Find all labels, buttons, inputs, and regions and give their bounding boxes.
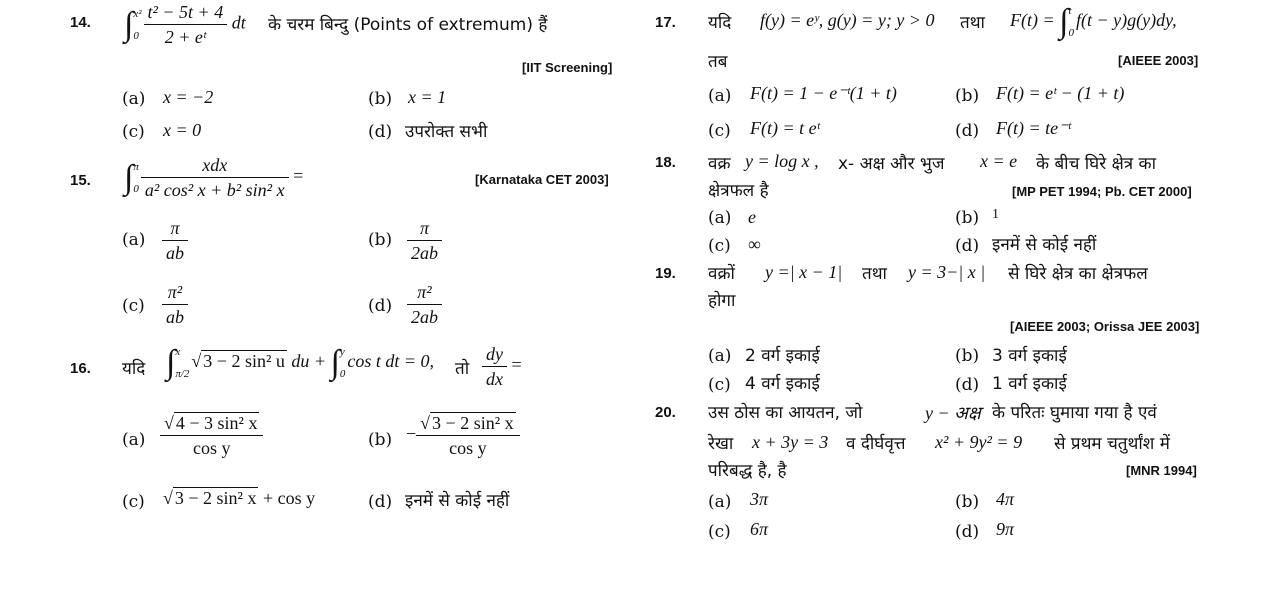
- option-text: 4π: [996, 489, 1015, 509]
- option-text: इनमें से कोई नहीं: [405, 491, 510, 511]
- option-label: (a): [122, 430, 146, 450]
- question-text: तब: [708, 52, 728, 72]
- q15-integral: ∫ π 0 $\frac{\text{xdx}}{\text{a² cos² x + b² sin² x}}$ =: [124, 155, 304, 200]
- option-text: 1 वर्ग इकाई: [992, 374, 1067, 394]
- option-label: (c): [122, 492, 145, 512]
- option-label: (d): [955, 236, 980, 256]
- option-text: x = 1: [408, 87, 447, 107]
- question-text: x- अक्ष और भुज: [838, 154, 945, 174]
- integral-limits: x² 0: [133, 7, 142, 42]
- option-label: (c): [708, 236, 731, 256]
- math-expression: y =| x − 1|: [765, 262, 843, 282]
- q17-integral: F(t) = ∫ t 0 f(t − y)g(y)dy,: [1010, 0, 1177, 44]
- question-number: 17.: [655, 14, 676, 31]
- option-fraction: $\frac{\pi}{ab}$: [162, 216, 188, 265]
- option-fraction: − $\frac{\text{√ 3 − 2 sin² x}}{\text{cos y}}$: [406, 411, 520, 460]
- option-fraction: $\frac{\text{π²}}{ab}$: [162, 280, 188, 329]
- option-label: (b): [368, 430, 393, 450]
- option-text: इनमें से कोई नहीं: [992, 235, 1097, 255]
- fraction: $\frac{\text{xdx}}{\text{a² cos² x + b² sin² x}}$: [141, 153, 289, 202]
- option-label: (d): [368, 296, 393, 316]
- question-text: तथा: [862, 264, 887, 284]
- option-text: 9π: [996, 519, 1015, 539]
- question-text: क्षेत्रफल है: [708, 181, 769, 201]
- exam-source: [MNR 1994]: [1126, 463, 1197, 478]
- math-expression: x² + 9y² = 9: [935, 432, 1023, 452]
- option-label: (d): [368, 122, 393, 142]
- q16-equation: ∫ x π/2 √ 3 − 2 sin² u du + ∫ y 0 cos t dt = 0,: [166, 341, 434, 385]
- option-label: (d): [955, 522, 980, 542]
- option-label: (b): [955, 492, 980, 512]
- option-label: (b): [955, 86, 980, 106]
- question-number: 20.: [655, 404, 676, 421]
- question-number: 18.: [655, 154, 676, 171]
- option-label: (c): [708, 375, 731, 395]
- exam-source: [AIEEE 2003; Orissa JEE 2003]: [1010, 319, 1200, 334]
- option-text: उपरोक्त सभी: [405, 122, 488, 142]
- option-label: (c): [708, 522, 731, 542]
- question-text: वक्र: [708, 154, 731, 174]
- question-text: के बीच घिरे क्षेत्र का: [1036, 154, 1157, 174]
- question-text: उस ठोस का आयतन, जो: [708, 403, 863, 423]
- question-text: यदि: [708, 13, 732, 33]
- question-text: के परितः घुमाया गया है एवं: [992, 403, 1157, 423]
- exam-source: [AIEEE 2003]: [1118, 53, 1199, 68]
- sqrt-symbol: √: [191, 351, 202, 372]
- option-label: (d): [368, 492, 393, 512]
- question-text: होगा: [708, 291, 736, 311]
- integral-sign: ∫: [166, 344, 176, 381]
- integral-limits: t 0: [1068, 5, 1074, 39]
- option-label: (a): [708, 208, 732, 228]
- option-text: ∞: [748, 234, 761, 254]
- integral-limits: π 0: [133, 160, 139, 195]
- exam-source: [MP PET 1994; Pb. CET 2000]: [1012, 184, 1192, 199]
- integral-limits: y 0: [339, 346, 346, 380]
- option-text: x = 0: [163, 120, 202, 140]
- option-text: F(t) = 1 − e⁻ᵗ(1 + t): [750, 83, 897, 103]
- q14-integral: ∫ x² 0 $\frac{\text{t² − 5t + 4}}{\text{2 + eᵗ}}$ dt: [124, 2, 246, 47]
- exam-source: [IIT Screening]: [522, 60, 613, 75]
- math-expression: f(y) = eʸ, g(y) = y; y > 0: [760, 10, 935, 30]
- question-text: रेखा: [708, 434, 734, 454]
- question-text: से घिरे क्षेत्र का क्षेत्रफल: [1008, 264, 1148, 284]
- option-text: F(t) = eᵗ − (1 + t): [996, 83, 1125, 103]
- option-label: (d): [955, 375, 980, 395]
- option-label: (b): [368, 89, 393, 109]
- option-label: (c): [708, 121, 731, 141]
- option-text: 3 वर्ग इकाई: [992, 346, 1067, 366]
- option-text: x = −2: [163, 87, 214, 107]
- question-text: से प्रथम चतुर्थांश में: [1054, 434, 1170, 454]
- option-fraction: $\frac{\text{π²}}{2ab}$: [407, 280, 442, 329]
- option-label: (a): [122, 89, 146, 109]
- integral-sign: ∫: [1059, 3, 1069, 40]
- option-text: 2 वर्ग इकाई: [745, 346, 820, 366]
- integral-sign: ∫: [330, 344, 340, 381]
- integral-limits: x π/2: [175, 346, 190, 380]
- option-label: (a): [708, 492, 732, 512]
- question-number: 16.: [70, 360, 91, 377]
- option-label: (d): [955, 121, 980, 141]
- option-text: F(t) = t eᵗ: [750, 118, 820, 138]
- question-number: 19.: [655, 265, 676, 282]
- option-label: (c): [122, 296, 145, 316]
- question-text: यदि: [122, 359, 146, 379]
- question-text: तथा: [960, 13, 985, 33]
- integral-sign: ∫: [124, 158, 134, 196]
- question-text: परिबद्ध है, है: [708, 461, 787, 481]
- question-text: व दीर्घवृत्त: [846, 434, 906, 454]
- integral-sign: ∫: [124, 5, 134, 43]
- option-text: F(t) = te⁻ᵗ: [996, 118, 1071, 138]
- question-number: 15.: [70, 172, 91, 189]
- option-label: (b): [955, 346, 980, 366]
- radicand: 3 − 2 sin² u: [203, 351, 285, 372]
- option-label: (a): [708, 86, 732, 106]
- option-text: 3π: [750, 489, 769, 509]
- math-expression: y = log x ,: [745, 151, 819, 171]
- option-text: e: [748, 207, 756, 227]
- option-label: (a): [708, 346, 732, 366]
- question-text: वक्रों: [708, 264, 735, 284]
- question-text: के चरम बिन्दु (Points of extremum) हैं: [268, 15, 548, 35]
- math-expression: y − अक्ष: [925, 403, 981, 423]
- exam-source: [Karnataka CET 2003]: [475, 172, 609, 187]
- math-expression: y = 3−| x |: [908, 262, 986, 282]
- option-text: 4 वर्ग इकाई: [745, 374, 820, 394]
- option-label: (b): [368, 230, 393, 250]
- question-number: 14.: [70, 14, 91, 31]
- math-expression: x + 3y = 3: [752, 432, 829, 452]
- option-label: (b): [955, 208, 980, 228]
- math-expression: x = e: [980, 151, 1018, 171]
- q16-derivative: $\frac{dy}{dx}$ =: [482, 342, 522, 391]
- option-text: 6π: [750, 519, 769, 539]
- option-fraction: $\frac{\text{√ 4 − 3 sin² x}}{\text{cos y}}$: [160, 411, 263, 460]
- question-text: तो: [455, 359, 470, 379]
- option-fraction: $\frac{\pi}{2ab}$: [407, 216, 442, 265]
- fraction: $\frac{\text{t² − 5t + 4}}{\text{2 + eᵗ}}$: [144, 0, 228, 49]
- option-text: √ 3 − 2 sin² x + cos y: [163, 488, 316, 508]
- option-label: (a): [122, 230, 146, 250]
- option-text: 1: [992, 207, 999, 222]
- option-label: (c): [122, 122, 145, 142]
